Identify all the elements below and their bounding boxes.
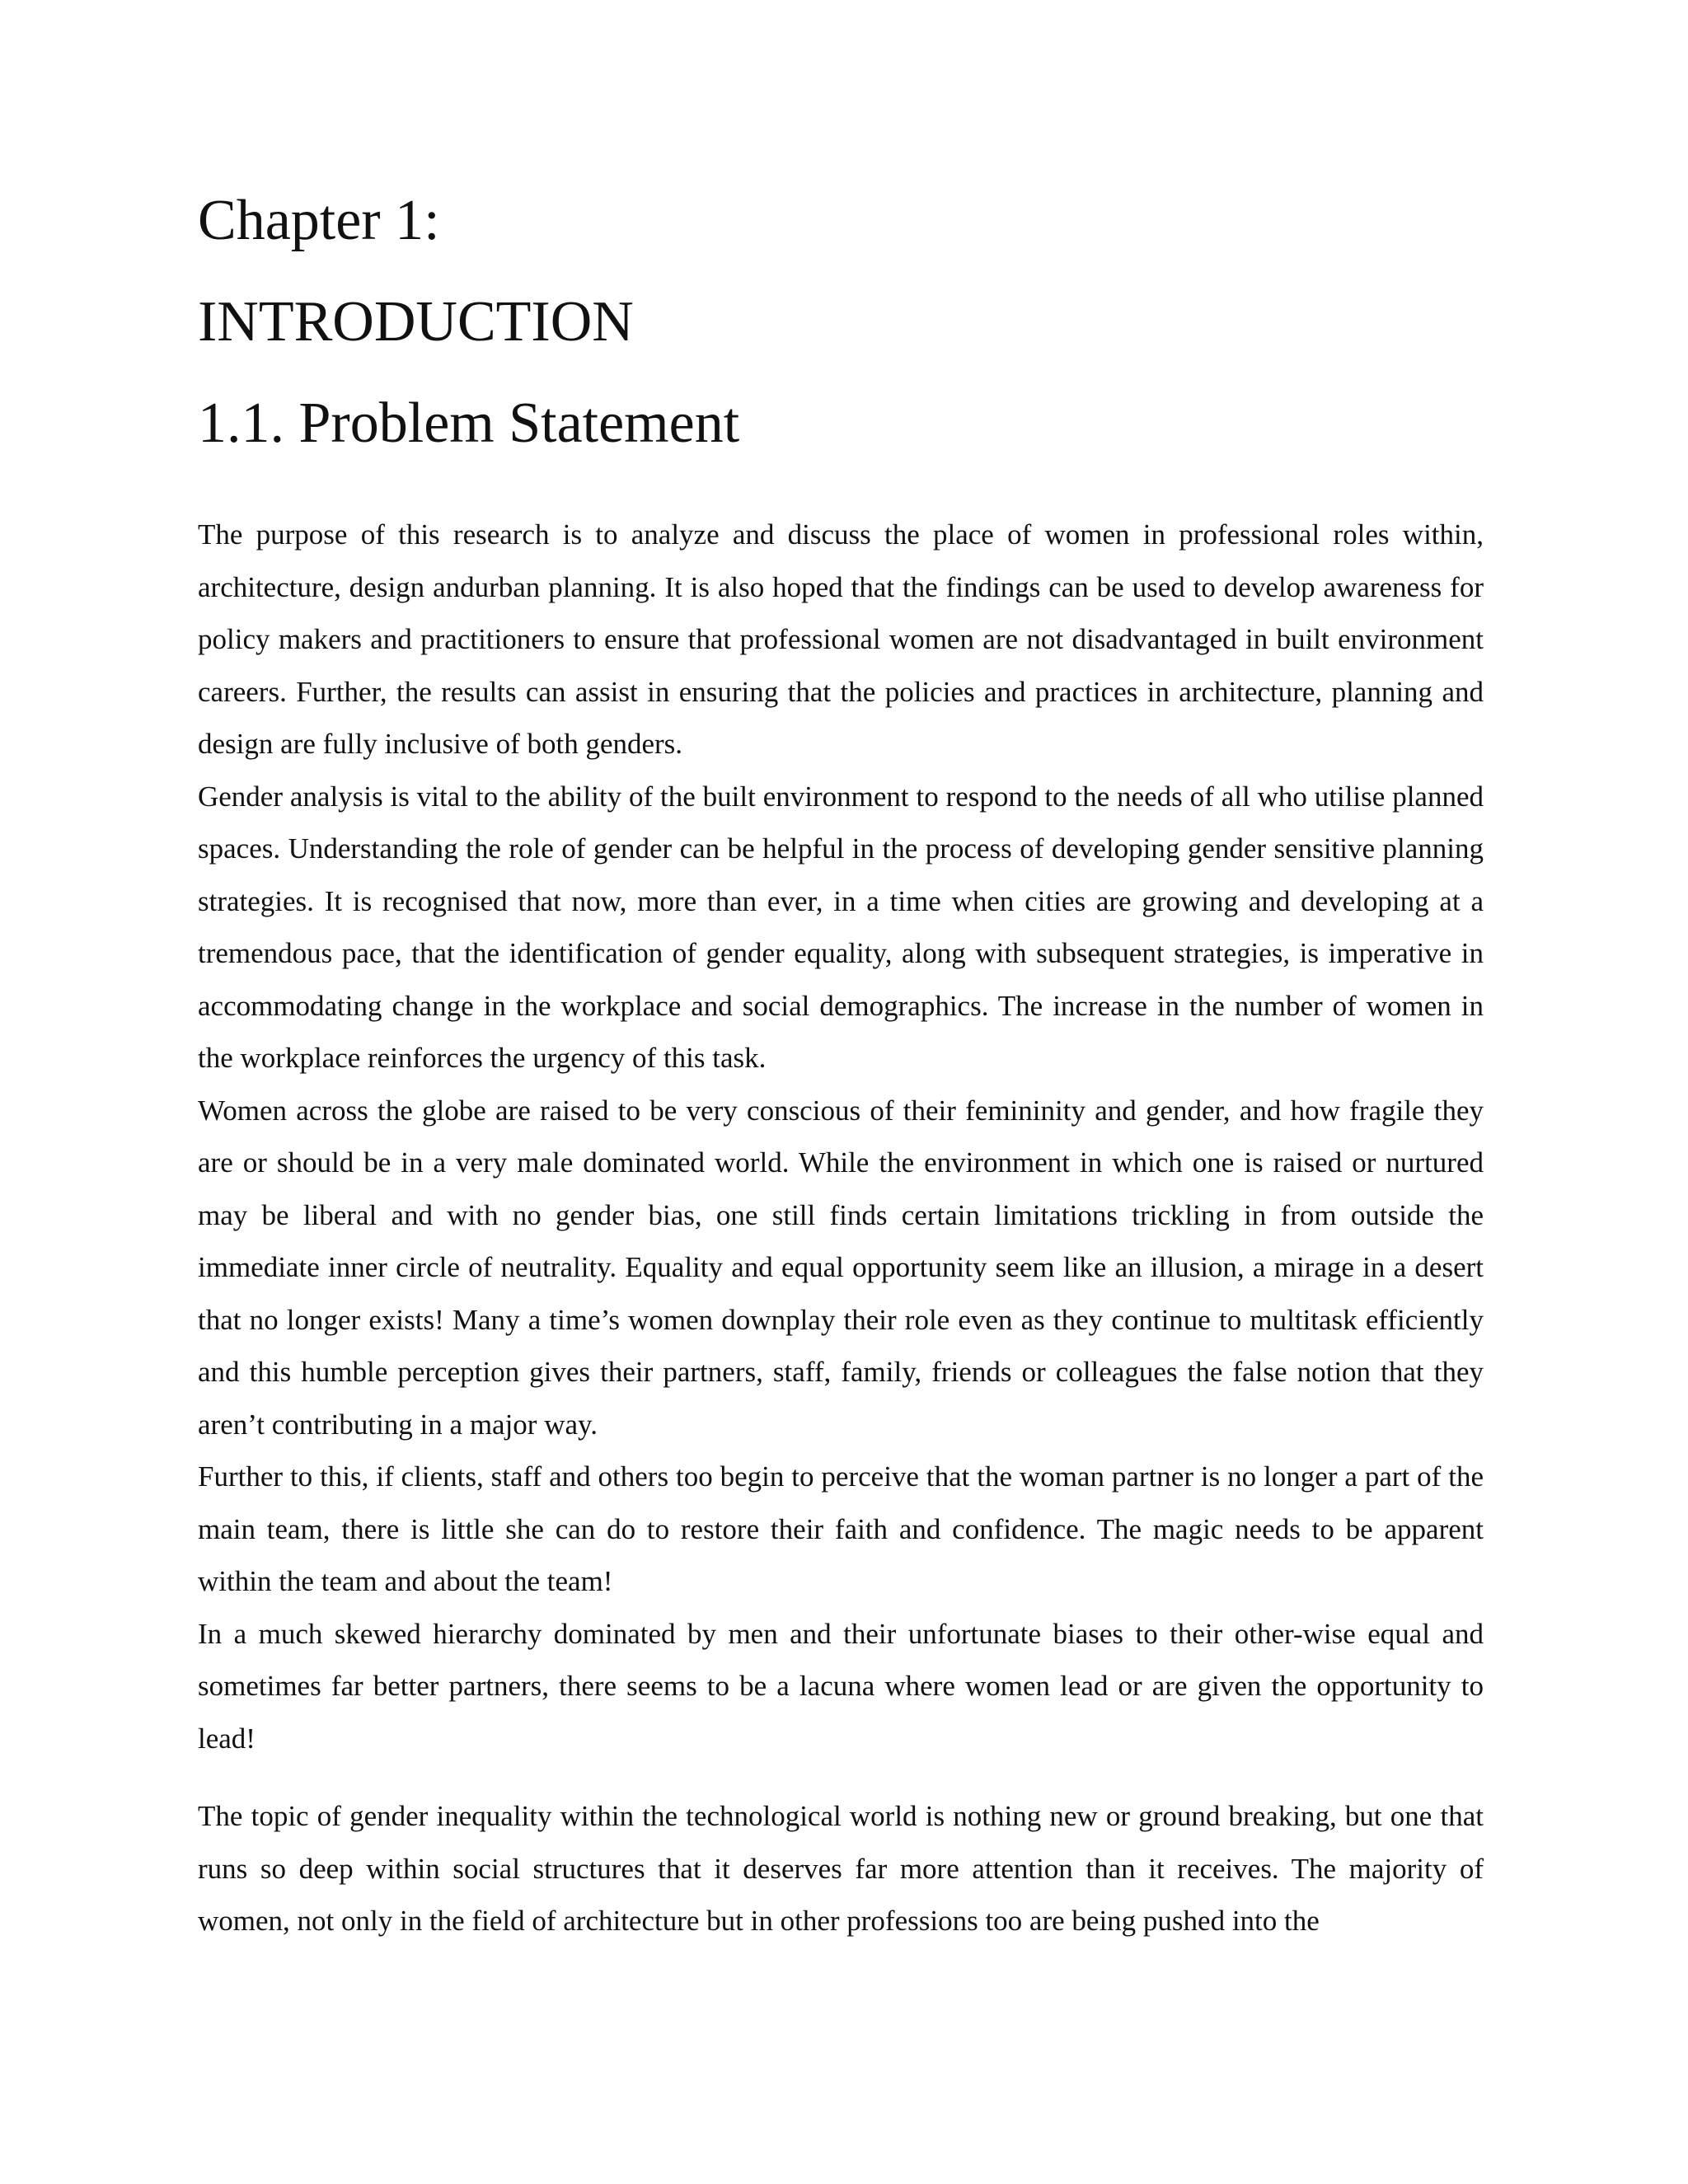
section-title: 1.1. Problem Statement [198,391,740,455]
body-text [198,509,1484,1947]
paragraph-gender-analysis: Gender analysis is vital to the ability of the built environment to respond to the needs of all who utilise planned spaces. Understanding the role of gender can be helpful in the process of developing gender sensitive planning strategies. It is recognised that now, more than ever, in a time when cities are growing and developing at a tremendous pace, that the identification of gender equality, along with subsequent strategies, is imperative in accommodating change in the workplace and social demographics. The increase in the number of women in the workplace reinforces the urgency of this task. [198,780,1484,1074]
chapter-label: Chapter 1: [198,189,440,252]
paragraph-women-across-globe: Women across the globe are raised to be very conscious of their femininity and gender, and how fragile they are or should be in a very male dominated world. While the environment in which one is raised or nurtured may be liberal and with no gender bias, one still finds certain limitations trickling in from outside the immediate inner circle of neutrality. Equality and equal opportunity seem like an illusion, a mirage in a desert that no longer exists! Many a time’s women downplay their role even as they continue to multitask efficiently and this humble perception gives their partners, staff, family, friends or colleagues the false notion that they aren’t contributing in a major way. [198,1094,1484,1441]
paragraph-purpose: The purpose of this research is to analyze and discuss the place of women in professional roles within, architecture, design andurban planning. It is also hoped that the findings can be used to develop awareness for policy makers and practitioners to ensure that professional women are not disadvantaged in built environment careers. Further, the results can assist in ensuring that the policies and practices in architecture, planning and design are fully inclusive of both genders. [198,518,1484,760]
paragraph-skewed-hierarchy: In a much skewed hierarchy dominated by men and their unfortunate biases to their other-wise equal and sometimes far better partners, there seems to be a lacuna where women lead or are given the opportunity to lead! [198,1617,1484,1755]
paragraph-further: Further to this, if clients, staff and others too begin to perceive that the woman partner is no longer a part of the main team, there is little she can do to restore their faith and confidence. The magic needs to be apparent within the team and about the team! [198,1460,1484,1597]
page-content [198,190,1484,1947]
chapter-title: INTRODUCTION [198,290,634,354]
paragraph-topic: The topic of gender inequality within the technological world is nothing new or ground breaking, but one that runs so deep within social structures that it deserves far more attention than it receives. The majority of women, not only in the field of architecture but in other professions too are being pushed into the [198,1800,1484,1937]
